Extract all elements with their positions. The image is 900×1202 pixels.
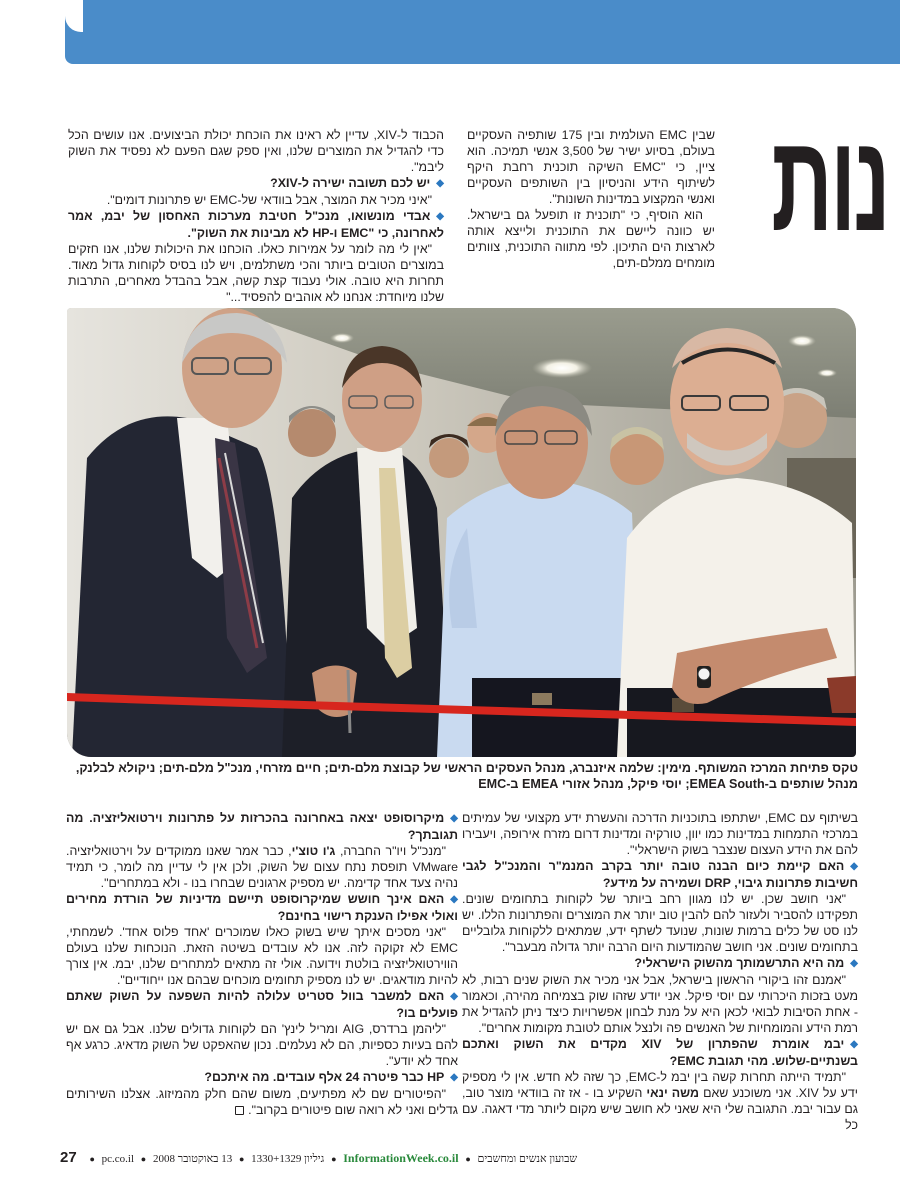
paragraph: בשיתוף עם EMC, ישתתפו בתוכניות הדרכה והעשרת ידע מקצועי של עמיתים במרכזי התמחות במדינות כמו יוון, טורקיה ומדינות דרום מזרח אירופה, ויעבירו להם את הידע העצום שנצבר בשוק הישראלי".	[462, 811, 858, 857]
footer-issue: גיליון 1330+1329	[251, 1153, 325, 1165]
question-text: מה היא התרשמותך מהשוק הישראלי?	[634, 956, 845, 970]
header-color-band	[65, 0, 900, 64]
diamond-bullet-icon: ◆	[850, 958, 858, 969]
diamond-bullet-icon: ◆	[436, 178, 444, 189]
question-text: האם אינך חושש שמיקרוסופט תיישם מדיניות של הורדת מחירים ואולי אפילו הענקת רישוי בחינם?	[66, 892, 458, 923]
question	[66, 988, 458, 1021]
paragraph: הכבוד ל-XIV, עדיין לא ראינו את הוכחת יכולת הביצועים. אנו עושים הכל כדי להגדיל את המוצרים שלנו, ואין ספק שגם הפעם לא נפסיד את השוק ליבמ".	[68, 128, 444, 174]
bold-name: ג'ו טוצ'י	[291, 844, 336, 858]
answer: "אני חושב שכן. יש לנו מגוון רחב ביותר של לקוחות בתחומים שונים. תפקידנו להסביר ולעזור להם להבין טוב יותר את המוצרים והפתרונות הללו. יש לנו סט של כלים ברמות שונות, שנועד לשתף ידע, שמתאים ללקוחות גלובליים בתחומים שונים. אני חושב שהמודעות היום הרבה יותר גדולה מבעבר".	[462, 892, 858, 954]
end-of-article-icon	[235, 1106, 244, 1115]
photo-illustration	[67, 308, 856, 757]
answer	[462, 1069, 858, 1133]
bullet-separator-icon: ●	[465, 1154, 471, 1164]
bottom-left-column	[66, 810, 458, 1118]
answer-text: "מנכ"ל ויו"ר החברה,	[335, 844, 446, 858]
question	[68, 208, 444, 241]
question	[66, 1069, 458, 1086]
footer-date: 13 באוקטובר 2008	[152, 1153, 233, 1165]
diamond-bullet-icon: ◆	[450, 894, 458, 905]
question	[68, 175, 444, 192]
diamond-bullet-icon: ◆	[450, 991, 458, 1002]
bold-name: משה ינאי	[646, 1086, 699, 1100]
article-headline: נות	[771, 106, 888, 260]
question-text: האם למשבר בוול סטריט עלולה להיות השפעה על השוק שאתם פועלים בו?	[66, 989, 458, 1020]
question-text: האם קיימת כיום הבנה טובה יותר בקרב המנמ"ר והמנכ"ל לגבי חשיבות פתרונות גיבוי, DRP ושמירה על מידע?	[462, 859, 858, 890]
answer: "ליהמן ברדרס, AIG ומריל לינץ' הם לקוחות גדולים שלנו. אבל גם אם יש להם בעיות כספיות, הם לא נעלמים. נכון שהאפקט של השוק מדאיג. כרגע אף אחד לא יודע".	[66, 1022, 458, 1068]
question	[66, 891, 458, 924]
answer-text: השקיע בו - אז זה בוודאי מוצר טוב, גם עבור יבמ. התגובה שלי היא שאני לא חושב שיש מקום ליותר מדי דאגה. עם כל	[462, 1086, 858, 1132]
question-text: HP כבר פיטרה 24 אלף עובדים. מה איתכם?	[204, 1070, 445, 1084]
footer-site-informationweek: InformationWeek.co.il	[343, 1151, 459, 1165]
diamond-bullet-icon: ◆	[450, 813, 458, 824]
diamond-bullet-icon: ◆	[436, 211, 444, 222]
bullet-separator-icon: ●	[331, 1154, 337, 1164]
paragraph: שבין EMC העולמית ובין 175 שותפיה העסקיים בעולם, בסיוע ישיר של 3,500 אנשי תמיכה. הוא ציין, כי "EMC השיקה תוכנית רחבת היקף לשיתוף הידע והניסיון בין השותפים העסקיים ואנשי המקצוע במדינות השונות".	[467, 128, 715, 206]
answer: "אין לי מה לומר על אמירות כאלו. הוכחנו את היכולות שלנו, אנו חזקים במוצרים הטובים ביותר והכי משתלמים, ויש לנו בסיס לקוחות גדול מאוד. תחרות היא טובה. אולי נעבוד קצת קשה, אבל בהבדל מאחרים, התרבות שלנו מיוחדת: אנחנו לא אוהבים להפסיד..."	[68, 242, 444, 304]
top-left-column	[68, 127, 444, 305]
answer: "אני מסכים איתך שיש בשוק כאלו שמוכרים 'אחד פלוס אחד'. לשמחתי, EMC לא זקוקה לזה. אנו לא עובדים בשיטה הזאת. הנוכחות שלנו בעולם הווירטואליזציה בולטת וידועה. אולי זה מתאים למתחרים שלנו, יבמ. אין צורך להיות מודאגים. יש לנו מספיק תחומים מוכחים שבהם אנו ייחודיים".	[66, 925, 458, 987]
diamond-bullet-icon: ◆	[450, 1072, 458, 1083]
page-footer	[60, 1149, 860, 1171]
bullet-separator-icon: ●	[89, 1154, 95, 1164]
answer: "איני מכיר את המוצר, אבל בוודאי של-EMC יש פתרונות דומים".	[106, 193, 432, 207]
ribbon-cutting-photo	[67, 308, 856, 757]
top-right-column	[467, 127, 715, 271]
answer-text: "תמיד הייתה תחרות קשה בין יבמ ל-EMC, כך שזה לא חדש. אין לי מספיק ידע על XIV. אני משוכנע שאם	[462, 1070, 858, 1100]
question	[462, 955, 858, 972]
footer-site-pc: pc.co.il	[101, 1153, 135, 1165]
diamond-bullet-icon: ◆	[850, 1039, 858, 1050]
answer-text: "הפיטורים שם לא מפתיעים, משום שהם חלק מהמיזוג. אצלנו השירותים גדלים ואני לא רואה שום פיטורים בקרוב".	[66, 1087, 458, 1117]
question-text: יבמ אומרת שהפתרון של XIV מקדים את השוק ואתכם בשנתיים-שלוש. מהי תגובת EMC?	[462, 1037, 858, 1068]
question	[462, 858, 858, 891]
answer: "אמנם זהו ביקורי הראשון בישראל, אבל אני מכיר את השוק שנים רבות, לא מעט בזכות היכרותי עם יוסי פיקל. אני יודע שזהו שוק בצמיחה מהירה, וכאמור - אחת הסיבות לבואי לכאן היא על מנת לבחון אפשרויות כיצד ניתן להגדיל את רמת הידע והמומחיות של האנשים פה ולנצל אותם לטובת מקומות אחרים".	[462, 973, 858, 1035]
bottom-right-column	[462, 810, 858, 1133]
answer-text: , כבר אמר שאנו ממוקדים על וירטואליזציה. VMware תופסת נתח עצום של השוק, ולכן אין לי עדיין מה לומר, כי תמיד נהיה צעד אחד קדימה. יש מספיק ארגונים שבחרו בנו - ולא במתחרים".	[66, 844, 458, 890]
question	[66, 810, 458, 843]
answer	[66, 843, 458, 891]
answer	[66, 1086, 458, 1118]
bullet-separator-icon: ●	[238, 1154, 245, 1164]
paragraph: הוא הוסיף, כי "תוכנית זו תופעל גם בישראל. יש כוונה ליישם את התוכנית ולייצא אותה לארצות הים התיכון. לפי מתווה התוכנית, צוותים מומחים ממלם-תים,	[467, 208, 715, 270]
diamond-bullet-icon: ◆	[850, 861, 858, 872]
page-number: 27	[60, 1149, 77, 1166]
question	[462, 1036, 858, 1069]
photo-caption: טקס פתיחת המרכז המשותף. מימין: שלמה איזנברג, מנהל העסקים הראשי של קבוצת מלם-תים; חיים מזרחי, מנכ"ל מלם-תים; ניקולא לבלנק, מנהל שותפים ב-EMEA South; יוסי פיקל, מנהל אזורי EMEA ב-EMC	[75, 761, 858, 791]
question-text: אבדי מונשואו, מנכ"ל חטיבת מערכות האחסון של יבמ, אמר לאחרונה, כי "EMC ו-HP לא מבינות את השוק".	[68, 209, 444, 240]
question-text: מיקרוסופט יצאה באחרונה בהכרזות על פתרונות וירטואליזציה. מה תגובתך?	[66, 811, 458, 842]
question-text: יש לכם תשובה ישירה ל-XIV?	[270, 176, 431, 190]
footer-publication: שבועון אנשים ומחשבים	[477, 1153, 578, 1165]
bullet-separator-icon: ●	[140, 1154, 147, 1164]
